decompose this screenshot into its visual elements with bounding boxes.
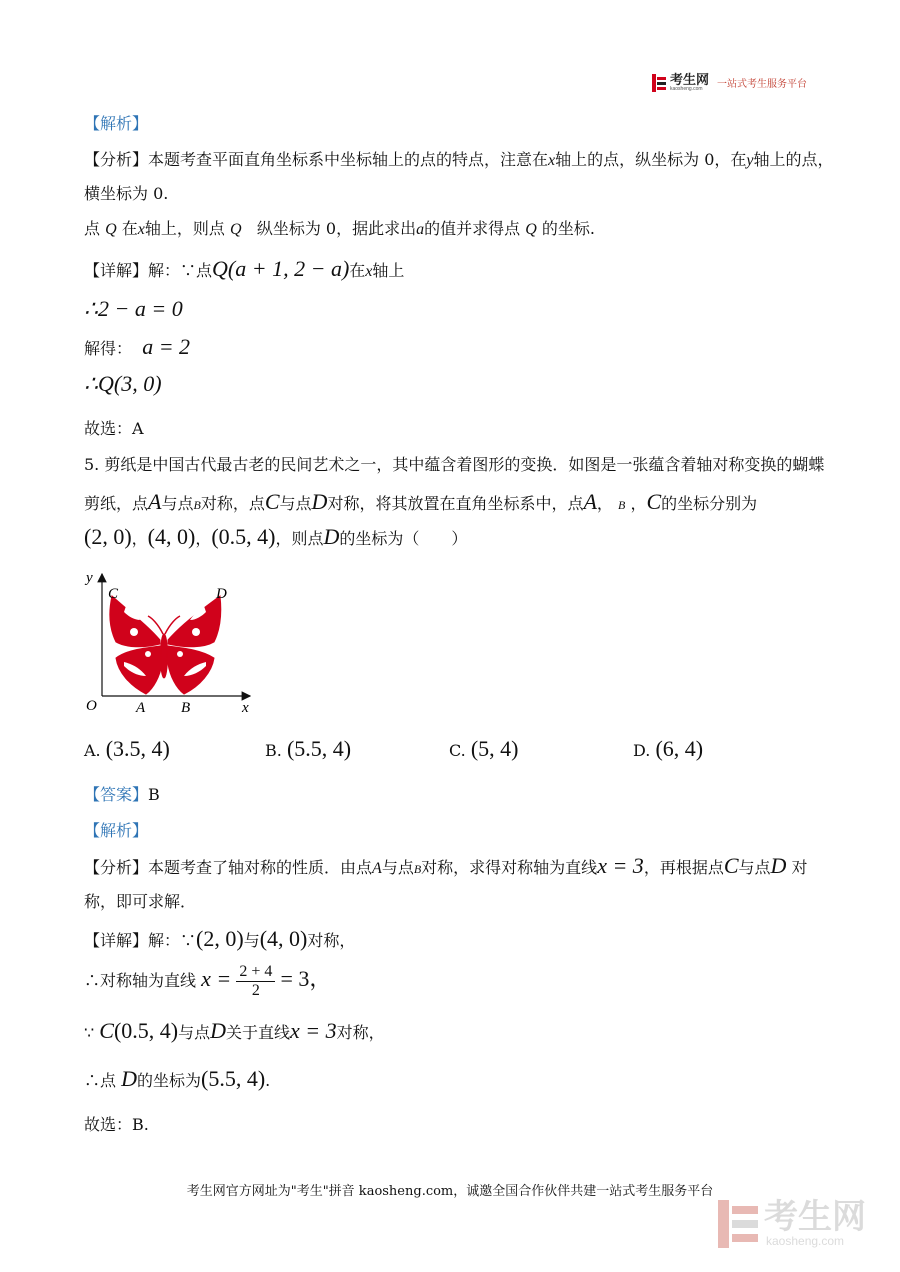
label-c: C	[108, 586, 119, 602]
text: 与点	[279, 494, 312, 513]
q4-xiangjie-line	[84, 256, 404, 282]
text: 与	[243, 931, 260, 950]
q5-fenxi-line1	[84, 853, 808, 879]
option-value: (5, 4)	[470, 736, 519, 761]
watermark-domain: kaosheng.com	[766, 1234, 845, 1248]
option-value: (6, 4)	[655, 736, 704, 761]
text: 与点	[161, 494, 194, 513]
var: Q	[525, 221, 537, 238]
q5-step1	[84, 962, 331, 1000]
option-value: (3.5, 4)	[105, 736, 170, 761]
text: 在	[121, 219, 138, 238]
var: C	[99, 1018, 114, 1043]
q5-fenxi-tag: 【分析】	[84, 858, 149, 877]
text: 轴上	[372, 261, 405, 280]
var: Q	[212, 256, 228, 281]
q5-step2	[84, 1018, 385, 1044]
q5-stem-line1: 5. 剪纸是中国古代最古老的民间艺术之一，其中蕴含着图形的变换．如图是一张蕴含着轴对称变换的蝴蝶	[84, 455, 825, 474]
expr: x =	[201, 966, 232, 991]
text: ∵	[84, 1023, 95, 1042]
var: B	[413, 862, 422, 876]
text: ∴点	[84, 1071, 117, 1090]
text: 对称，将其放置在直角坐标系中，点	[327, 494, 584, 513]
option-b[interactable]	[265, 736, 351, 762]
option-a[interactable]	[84, 736, 170, 762]
text: 与点	[381, 858, 414, 877]
var: C	[264, 489, 280, 514]
label-x: x	[242, 700, 249, 716]
q5-final-answer: 故选：B.	[84, 1115, 149, 1134]
text: ，	[195, 529, 212, 548]
logo-domain: kaosheng.com	[670, 86, 703, 92]
label-o: O	[86, 698, 97, 714]
text: 的坐标分别为	[661, 494, 758, 513]
q5-daan: B	[148, 785, 160, 804]
coord: (5.5, 4)	[201, 1066, 266, 1091]
text: ，	[630, 494, 647, 513]
text: 关于直线	[226, 1023, 291, 1042]
q5-stem-line2	[84, 489, 757, 515]
text: 与点	[738, 858, 771, 877]
var: D	[311, 489, 328, 514]
watermark	[718, 1200, 866, 1248]
q5-xiangjie-tag: 【详解】	[84, 931, 149, 950]
label-b: B	[181, 700, 191, 716]
var: x	[548, 152, 556, 169]
watermark-name: 考生网	[764, 1198, 866, 1236]
var: D	[210, 1018, 227, 1043]
header-logo	[652, 73, 807, 92]
text: 剪纸，点	[84, 494, 149, 513]
var: D	[770, 853, 787, 878]
text: 轴上的点，	[753, 150, 834, 169]
expr: x = 3	[290, 1018, 337, 1043]
q4-answer: 故选：A	[84, 419, 144, 438]
var: x	[365, 263, 373, 280]
var: Q	[230, 221, 242, 238]
option-key: C.	[449, 741, 466, 760]
text: 轴上的点，纵坐标为 0，在	[555, 150, 747, 169]
text: ，	[131, 529, 148, 548]
coord: (4, 0)	[147, 524, 196, 549]
var: A	[583, 489, 597, 514]
expr: x = 3	[597, 853, 644, 878]
option-value: (5.5, 4)	[286, 736, 352, 761]
q5-xiangjie-line	[84, 926, 355, 952]
option-key: B.	[265, 741, 282, 760]
text: 的坐标为	[137, 1071, 202, 1090]
text: ∴对称轴为直线	[84, 971, 197, 990]
text: 点	[84, 219, 101, 238]
coord: (2, 0)	[84, 524, 132, 549]
q4-step1: ∴2 − a = 0	[84, 296, 183, 321]
expr: (a + 1, 2 − a)	[227, 256, 350, 281]
fraction-den: 2	[251, 982, 260, 999]
q4-jiexi-heading: 【解析】	[84, 114, 149, 133]
var: Q	[105, 221, 117, 238]
q5-fenxi-line2: 称，即可求解．	[84, 892, 197, 911]
q5-step3	[84, 1066, 270, 1092]
var: A	[372, 860, 382, 877]
text: 解得：	[84, 339, 133, 358]
q4-xiangjie-tag: 【详解】	[84, 261, 149, 280]
q4-fenxi-line3	[84, 216, 595, 239]
var: a	[416, 221, 425, 238]
text: .	[265, 1071, 271, 1090]
option-key: D.	[633, 741, 651, 760]
text: 的值并求得点	[424, 219, 521, 238]
var: y	[746, 152, 754, 169]
logo-mark-icon	[652, 74, 666, 92]
watermark-logo-icon	[718, 1200, 758, 1248]
text: 对称，求得对称轴为直线	[421, 858, 598, 877]
text: 解：∵点	[148, 261, 213, 280]
text: 对称，	[307, 931, 356, 950]
coord: (0.5, 4)	[113, 1018, 179, 1043]
option-c[interactable]	[449, 736, 519, 762]
q4-step2	[84, 334, 190, 360]
page-footer: 考生网官方网址为"考生"拼音 kaosheng.com，诚邀全国合作伙伴共建一站式考生服务平台	[186, 1184, 714, 1199]
fraction-num: 2 + 4	[236, 963, 275, 982]
label-a: A	[136, 700, 146, 716]
expr: a = 2	[142, 334, 191, 359]
var: B	[618, 498, 626, 512]
text: 解：∵	[148, 931, 197, 950]
expr: = 3，	[280, 966, 332, 991]
q4-fenxi-tag: 【分析】	[84, 150, 149, 169]
butterfly-figure	[78, 568, 268, 718]
var: D	[121, 1066, 137, 1091]
text: ，则点	[275, 529, 324, 548]
var: C	[646, 489, 662, 514]
label-y: y	[86, 570, 93, 586]
q5-jiexi-heading: 【解析】	[84, 821, 149, 840]
var: A	[148, 489, 162, 514]
var: B	[193, 498, 201, 512]
fraction	[236, 963, 275, 999]
coordinate-figure	[78, 568, 268, 718]
coord: (2, 0)	[196, 926, 244, 951]
option-key: A.	[84, 741, 101, 760]
text: 本题考查平面直角坐标系中坐标轴上的点的特点，注意在	[148, 150, 549, 169]
text: 对称，点	[200, 494, 265, 513]
logo-name: 考生网	[670, 72, 710, 87]
text: 纵坐标为 0，据此求出	[256, 219, 417, 238]
q5-stem-line3	[84, 524, 467, 550]
q4-fenxi-line1	[84, 147, 834, 170]
text: 的坐标.	[541, 219, 595, 238]
text: 本题考查了轴对称的性质．由点	[148, 858, 373, 877]
q5-daan-tag: 【答案】	[84, 785, 149, 804]
text: 对称，	[336, 1023, 385, 1042]
logo-slogan: 一站式考生服务平台	[717, 79, 808, 90]
var: C	[723, 853, 739, 878]
text: 在	[349, 261, 366, 280]
q4-fenxi-line2: 横坐标为 0.	[84, 184, 169, 203]
coord: (0.5, 4)	[211, 524, 276, 549]
q4-step3: ∴Q(3, 0)	[84, 371, 162, 396]
text: ，	[596, 494, 613, 513]
text: 轴上，则点	[144, 219, 225, 238]
coord: (4, 0)	[259, 926, 308, 951]
text: 与点	[178, 1023, 211, 1042]
q5-answer-line	[84, 782, 160, 805]
text: ，再根据点	[643, 858, 724, 877]
text: 对	[791, 858, 808, 877]
text: 的坐标为（ ）	[339, 529, 468, 548]
label-d: D	[216, 586, 227, 602]
var: x	[137, 221, 145, 238]
option-d[interactable]	[633, 736, 703, 762]
var: D	[323, 524, 340, 549]
